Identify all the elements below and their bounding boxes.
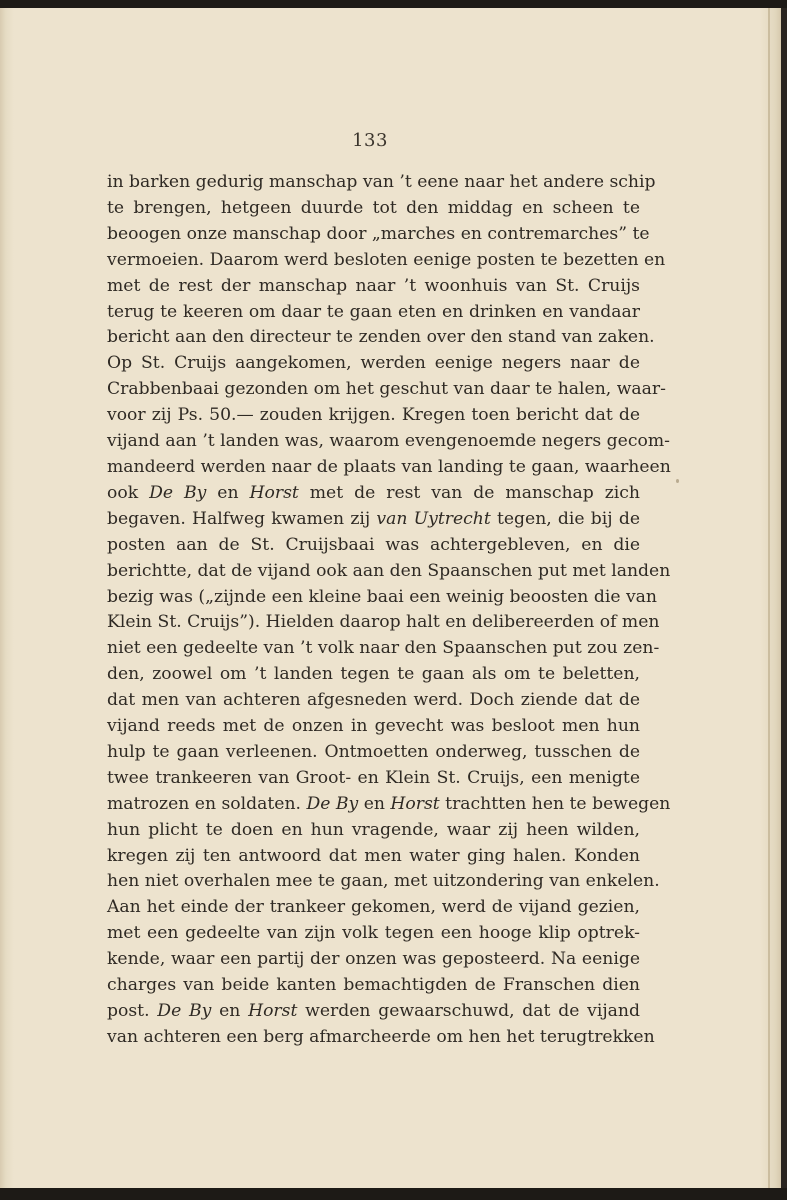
italic-name: De By [157, 1001, 212, 1021]
italic-name: Horst [390, 793, 440, 814]
text-line: beoogen onze manschap door „marches en contremarches” te [107, 223, 650, 244]
text-line: charges van beide kanten bemachtigden de Franschen dien [107, 975, 640, 996]
text-line: twee trankeeren van Groot- en Klein St. Cruijs, een menigte [107, 767, 640, 788]
text-line: matrozen en soldaten. De By en Horst trachtten hen te bewegen [107, 793, 671, 814]
text-line: mandeerd werden naar de plaats van landing te gaan, waarheen [107, 456, 671, 477]
text-line: berichtte, dat de vijand ook aan den Spaanschen put met landen [107, 560, 671, 581]
text-line: begaven. Halfweg kwamen zij van Uytrecht tegen, die bij de [107, 508, 641, 529]
text-line: hulp te gaan verleenen. Ontmoetten onderweg, tusschen de [107, 741, 640, 762]
text-line: ook De By en Horst met de rest van de manschap zich [107, 482, 641, 503]
text-line: den, zoowel om ’t landen tegen te gaan als om te beletten, [107, 664, 640, 685]
italic-name: Horst [249, 482, 299, 503]
text-line: Aan het einde der trankeer gekomen, werd de vijand gezien, [107, 897, 640, 918]
italic-name: De By [306, 793, 359, 814]
text-line: van achteren een berg afmarcheerde om hen het terugtrekken [107, 1026, 655, 1047]
text-line: hun plicht te doen en hun vragende, waar zij heen wilden, [107, 819, 640, 840]
text-line: in barken gedurig manschap van ’t eene naar het andere schip [107, 172, 656, 192]
text-line: vermoeien. Daarom werd besloten eenige posten te bezetten en [107, 249, 666, 270]
scan-border-bottom [0, 1188, 787, 1200]
text-line: posten aan de St. Cruijsbaai was achtergebleven, en die [107, 534, 640, 555]
text-line: met een gedeelte van zijn volk tegen een hooge klip optrek- [107, 923, 640, 944]
italic-name: van Uytrecht [376, 508, 491, 529]
paper-speck [676, 479, 679, 483]
page-edge [768, 8, 770, 1188]
text-line: Op St. Cruijs aangekomen, werden eenige negers naar de [107, 353, 640, 374]
text-line: terug te keeren om daar te gaan eten en drinken en vandaar [107, 301, 640, 322]
text-line: Klein St. Cruijs”). Hielden daarop halt en delibereerden of men [107, 612, 660, 633]
italic-name: De By [149, 482, 207, 503]
text-line: vijand aan ’t landen was, waarom evengenoemde negers gecom- [107, 431, 670, 452]
italic-name: Horst [248, 1001, 298, 1021]
text-line: Crabbenbaai gezonden om het geschut van daar te halen, waar- [107, 379, 666, 400]
text-line: vijand reeds met de onzen in gevecht was besloot men hun [107, 716, 640, 737]
body-text [107, 170, 671, 1051]
page-number: 133 [352, 130, 388, 151]
text-line: post. De By en Horst werden gewaarschuwd, dat de vijand [107, 1001, 640, 1021]
text-line: niet een gedeelte van ’t volk naar den Spaanschen put zou zen- [107, 638, 660, 659]
text-line: met de rest der manschap naar ’t woonhuis van St. Cruijs [107, 275, 640, 296]
text-line: kende, waar een partij der onzen was geposteerd. Na eenige [107, 949, 640, 970]
text-line: hen niet overhalen mee te gaan, met uitzondering van enkelen. [107, 871, 660, 892]
scan-border-top [0, 0, 787, 8]
text-line: bezig was („zijnde een kleine baai een weinig beoosten die van [107, 586, 657, 607]
text-line: bericht aan den directeur te zenden over den stand van zaken. [107, 327, 655, 348]
text-line: dat men van achteren afgesneden werd. Doch ziende dat de [107, 690, 640, 711]
text-line: te brengen, hetgeen duurde tot den middag en scheen te [107, 197, 640, 218]
text-line: kregen zij ten antwoord dat men water ging halen. Konden [107, 845, 640, 866]
text-line: voor zij Ps. 50.— zouden krijgen. Kregen toen bericht dat de [107, 405, 640, 426]
